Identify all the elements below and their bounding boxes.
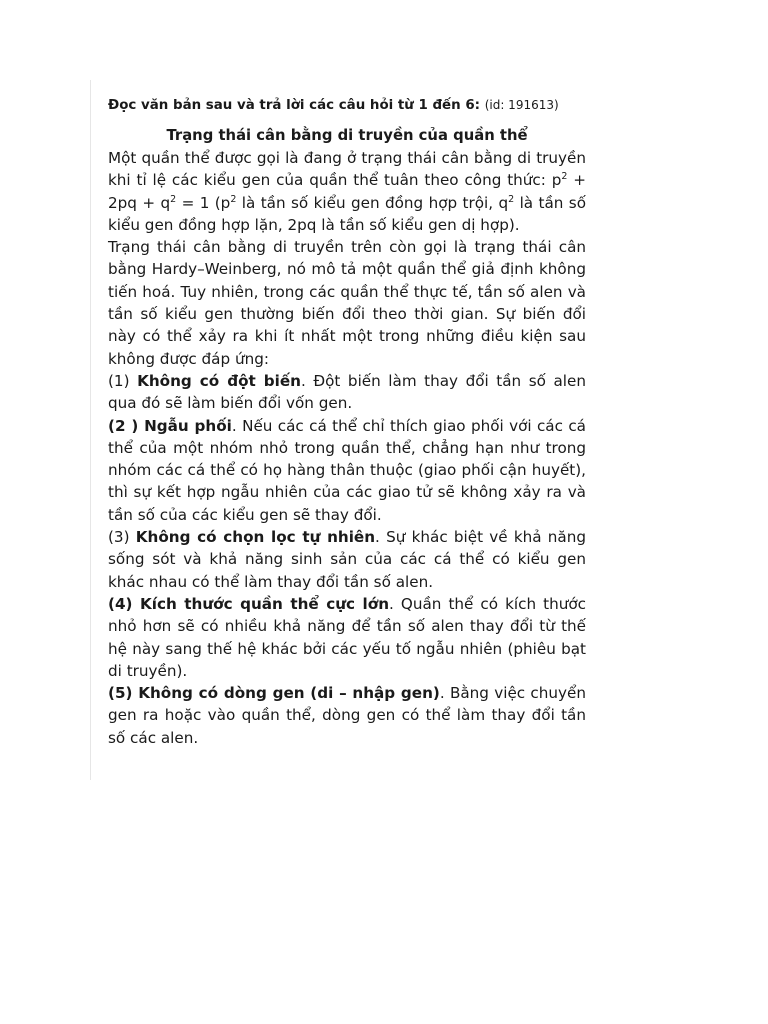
condition-title: Ngẫu phối bbox=[144, 416, 232, 435]
paragraph-definition bbox=[108, 147, 586, 236]
condition-title: Không có chọn lọc tự nhiên bbox=[135, 528, 376, 547]
condition-number: (4) bbox=[108, 594, 140, 613]
formula-text-3: = 1 (p bbox=[176, 193, 231, 212]
superscript-2: 2 bbox=[170, 193, 177, 205]
formula-text-5: là tần số kiểu gen đồng hợp lặn, 2pq là tần số kiểu gen dị hợp). bbox=[108, 193, 587, 234]
condition-title: Không có đột biến bbox=[137, 371, 301, 390]
condition-text: . Sự khác biệt về khả năng sống sót và khả năng sinh sản của các cá thể có kiểu gen khác nhau có thể làm thay đổi tần số alen. bbox=[108, 528, 586, 591]
formula-text-4: là tần số kiểu gen đồng hợp trội, q bbox=[236, 193, 509, 212]
question-id: (id: 191613) bbox=[484, 98, 559, 112]
superscript-1: 2 bbox=[561, 171, 568, 183]
condition-text: . Nếu các cá thể chỉ thích giao phối với các cá thể của một nhóm nhỏ trong quần thể, chẳng hạn như trong nhóm các cá thể có họ hàng thân thuộc (giao phối cận huyết), thì sự kết hợp ngẫu nhiên của các giao tử sẽ không xảy ra và tần số của các kiểu gen sẽ thay đổi. bbox=[108, 416, 586, 524]
condition-title: Không có dòng gen (di – nhập gen) bbox=[138, 684, 440, 703]
formula-text-1: Một quần thể được gọi là đang ở trạng thái cân bằng di truyền khi tỉ lệ các kiểu gen của quần thể tuân theo công thức: p bbox=[108, 149, 586, 190]
instruction-line bbox=[108, 94, 586, 117]
condition-text: . Đột biến làm thay đổi tần số alen qua đó sẽ làm biến đổi vốn gen. bbox=[108, 371, 586, 413]
condition-item bbox=[108, 526, 586, 593]
page-margin-line bbox=[90, 80, 91, 780]
document-body bbox=[108, 94, 586, 749]
formula-text-2: + 2pq + q bbox=[108, 171, 586, 212]
paragraph-hardy-weinberg: Trạng thái cân bằng di truyền trên còn gọi là trạng thái cân bằng Hardy–Weinberg, nó mô tả một quần thể giả định không tiến hoá. Tuy nhiên, trong các quần thể thực tế, tần số alen và tần số kiểu gen thường biến đổi theo thời gian. Sự biến đổi này có thể xảy ra khi ít nhất một trong những điều kiện sau không được đáp ứng: bbox=[108, 238, 586, 368]
condition-text: . Bằng việc chuyển gen ra hoặc vào quần thể, dòng gen có thể làm thay đổi tần số các alen. bbox=[108, 684, 586, 747]
superscript-3: 2 bbox=[230, 193, 237, 205]
instruction-text: Đọc văn bản sau và trả lời các câu hỏi từ 1 đến 6: bbox=[108, 98, 481, 113]
condition-number: (2 ) bbox=[108, 416, 145, 435]
document-title: Trạng thái cân bằng di truyền của quần thể bbox=[166, 127, 528, 144]
condition-item bbox=[108, 682, 586, 749]
condition-item bbox=[108, 415, 586, 526]
condition-title: Kích thước quần thể cực lớn bbox=[139, 594, 390, 613]
condition-number: (1) bbox=[108, 371, 138, 390]
condition-number: (3) bbox=[108, 528, 136, 547]
condition-number: (5) bbox=[108, 684, 139, 703]
superscript-4: 2 bbox=[508, 193, 515, 205]
condition-text: . Quần thể có kích thước nhỏ hơn sẽ có nhiều khả năng để tần số alen thay đổi từ thế hệ này sang thế hệ khác bởi các yếu tố ngẫu nhiên (phiêu bạt di truyền). bbox=[108, 594, 587, 680]
condition-item bbox=[108, 593, 586, 682]
condition-item bbox=[108, 370, 586, 415]
